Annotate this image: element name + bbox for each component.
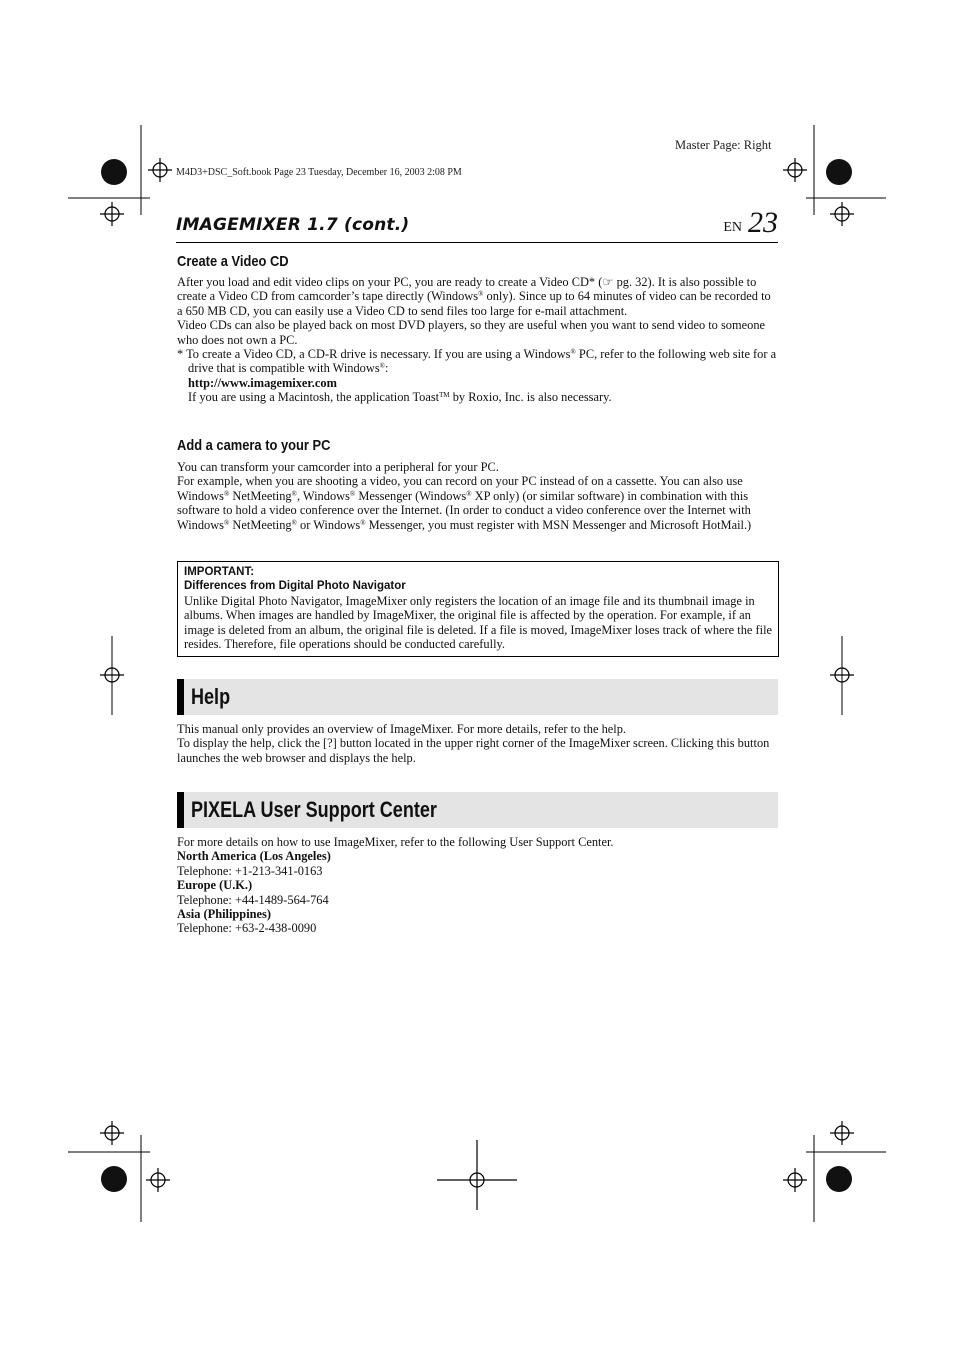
paragraph: For example, when you are shooting a video, you can record on your PC instead of on a cassette. You can also use Windows® NetMeeting®, Windows® Messenger (Windows® XP only) (or similar software) in combination with this software to hold a video conference over the Internet. (In order to conduct a video conference over the Internet with Windows® NetMeeting® or Windows® Messenger, you must register with MSN Messenger and Microsoft HotMail.) [177,474,752,532]
region-phone: Telephone: +1-213-341-0163 [177,863,323,878]
help-heading-bar [177,679,778,715]
url-text: http://www.imagemixer.com [188,375,337,390]
paragraph: For more details on how to use ImageMixer, refer to the following User Support Center. [177,835,614,849]
support-heading-bar [177,792,778,828]
important-label: IMPORTANT: [184,566,255,578]
support-body [177,835,777,936]
paragraph: To display the help, click the [?] button located in the upper right corner of the ImageMixer screen. Clicking this button launches the web browser and displays the help. [177,736,770,765]
region-name: North America (Los Angeles) [177,849,331,864]
language-code: EN [723,220,742,235]
master-page-label: Master Page: Right [675,138,772,152]
paragraph: This manual only provides an overview of ImageMixer. For more details, refer to the help. [177,722,627,736]
mac-note: If you are using a Macintosh, the application Toast™ by Roxio, Inc. is also necessary. [188,390,612,405]
page-title: IMAGEMIXER 1.7 (cont.) [176,215,410,235]
book-info: M4D3+DSC_Soft.book Page 23 Tuesday, December 16, 2003 2:08 PM [176,167,462,178]
important-box [177,561,779,657]
footnote: * To create a Video CD, a CD-R drive is necessary. If you are using a Windows® PC, refer to the following web site for a drive that is compatible with Windows®: [177,347,777,376]
help-body [177,722,777,765]
region-name: Asia (Philippines) [177,907,271,922]
paragraph: Video CDs can also be played back on most DVD players, so they are useful when you want to send video to someone who does not own a PC. [177,318,766,347]
reference-icon: ☞ [602,275,614,289]
important-body: Unlike Digital Photo Navigator, ImageMixer only registers the location of an image file and its thumbnail image in albums. When images are handled by ImageMixer, the original file is affected by the operation. For example, if an image is deleted from an album, the original file is deleted. If a file is moved, ImageMixer loses track of where the file resides. Therefore, file operations should be conducted carefully. [184,593,773,652]
region-phone: Telephone: +63-2-438-0090 [177,921,317,936]
heading-bar-marker [177,792,184,828]
paragraph: After you load and edit video clips on your PC, you are ready to create a Video CD* (☞ pg. 32). It is also possible to create a Video CD from camcorder’s tape directly (Windows® only). Since up to 64 minutes of video can be recorded to a 650 MB CD, you can easily use a Video CD to send files too large for e-mail attachment. [177,275,771,318]
important-subtitle: Differences from Digital Photo Navigator [184,580,406,593]
create-video-cd-body [177,275,777,405]
section-heading-create-video-cd: Create a Video CD [177,253,289,270]
heading-bar-marker [177,679,184,715]
page-header [176,206,778,243]
region-phone: Telephone: +44-1489-564-764 [177,892,329,907]
help-heading: Help [191,684,231,709]
support-heading: PIXELA User Support Center [191,797,437,822]
section-heading-add-camera: Add a camera to your PC [177,437,331,454]
paragraph: You can transform your camcorder into a peripheral for your PC. [177,460,499,474]
region-name: Europe (U.K.) [177,878,253,893]
page-number: 23 [748,206,778,239]
add-camera-body [177,460,777,532]
